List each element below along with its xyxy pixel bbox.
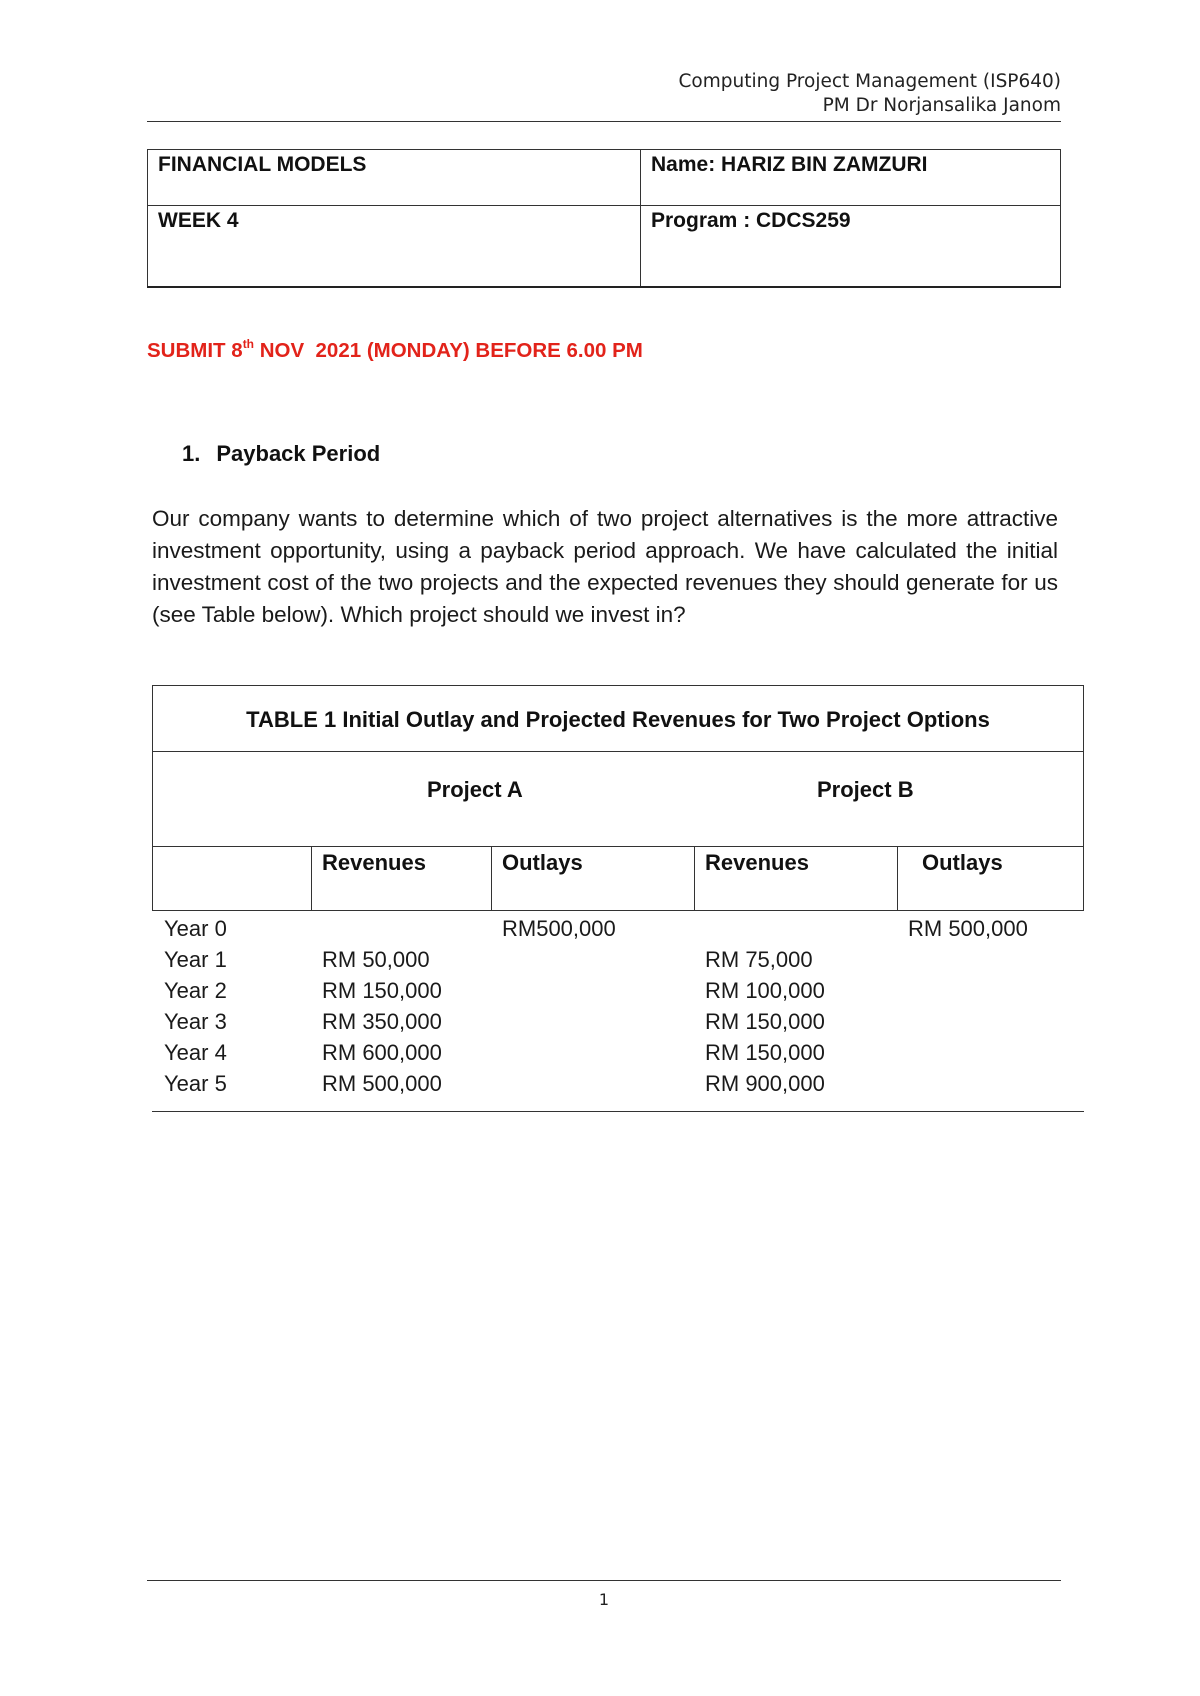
column-header-b-revenues: Revenues bbox=[694, 847, 897, 910]
course-title: Computing Project Management (ISP640) bbox=[678, 71, 1061, 92]
project-b-header: Project B bbox=[817, 777, 914, 802]
table-body bbox=[152, 915, 1084, 1112]
a-revenue-cell: RM 150,000 bbox=[322, 978, 442, 1003]
project-header-row bbox=[152, 752, 1084, 847]
a-outlay-cell: RM500,000 bbox=[502, 916, 616, 941]
b-revenue-cell: RM 150,000 bbox=[705, 1040, 825, 1065]
table-row bbox=[152, 915, 1084, 946]
deadline-superscript: th bbox=[242, 337, 255, 351]
submission-deadline bbox=[147, 337, 643, 363]
b-revenue-cell: RM 75,000 bbox=[705, 947, 813, 972]
question-paragraph: Our company wants to determine which of two project alternatives is the more attractive investment opportunity, using a payback period approach. We have calculated the initial investment cost of the two projects and the expected revenues they should generate for us (see Table below). Which project should we invest in? bbox=[152, 506, 1058, 627]
year-cell: Year 0 bbox=[164, 916, 227, 941]
page-number: 1 bbox=[598, 1590, 610, 1609]
deadline-prefix: SUBMIT 8 bbox=[147, 339, 243, 362]
footer-divider bbox=[147, 1580, 1061, 1581]
b-revenue-cell: RM 100,000 bbox=[705, 978, 825, 1003]
table-row bbox=[152, 1008, 1084, 1039]
table-row bbox=[152, 1070, 1084, 1101]
a-revenue-cell: RM 500,000 bbox=[322, 1071, 442, 1096]
a-revenue-cell: RM 600,000 bbox=[322, 1040, 442, 1065]
header-divider bbox=[147, 121, 1061, 122]
a-revenue-cell: RM 350,000 bbox=[322, 1009, 442, 1034]
b-revenue-cell: RM 150,000 bbox=[705, 1009, 825, 1034]
table-caption: TABLE 1 Initial Outlay and Projected Revenues for Two Project Options bbox=[152, 685, 1084, 752]
section-number: 1. bbox=[182, 441, 201, 466]
student-info-table bbox=[147, 149, 1061, 288]
revenue-table bbox=[152, 685, 1084, 1112]
year-cell: Year 4 bbox=[164, 1040, 227, 1065]
week-cell: WEEK 4 bbox=[148, 206, 641, 288]
section-title: Payback Period bbox=[216, 441, 381, 466]
column-header-a-revenues: Revenues bbox=[311, 847, 491, 910]
column-header-a-outlays: Outlays bbox=[491, 847, 694, 910]
lecturer-name: PM Dr Norjansalika Janom bbox=[822, 95, 1061, 116]
year-cell: Year 1 bbox=[164, 947, 227, 972]
b-revenue-cell: RM 900,000 bbox=[705, 1071, 825, 1096]
b-outlay-cell: RM 500,000 bbox=[908, 916, 1028, 941]
deadline-suffix: NOV 2021 (MONDAY) BEFORE 6.00 PM bbox=[254, 339, 643, 362]
student-name-cell: Name: HARIZ BIN ZAMZURI bbox=[641, 150, 1061, 206]
year-cell: Year 5 bbox=[164, 1071, 227, 1096]
program-cell: Program : CDCS259 bbox=[641, 206, 1061, 288]
column-header-row bbox=[152, 847, 1084, 911]
column-header-b-outlays: Outlays bbox=[897, 847, 1085, 910]
table-row bbox=[152, 977, 1084, 1008]
table-row bbox=[152, 946, 1084, 977]
project-a-header: Project A bbox=[427, 777, 523, 802]
year-cell: Year 2 bbox=[164, 978, 227, 1003]
section-heading bbox=[182, 441, 380, 467]
year-cell: Year 3 bbox=[164, 1009, 227, 1034]
table-row bbox=[152, 1039, 1084, 1070]
topic-cell: FINANCIAL MODELS bbox=[148, 150, 641, 206]
a-revenue-cell: RM 50,000 bbox=[322, 947, 430, 972]
running-header bbox=[147, 70, 1061, 118]
